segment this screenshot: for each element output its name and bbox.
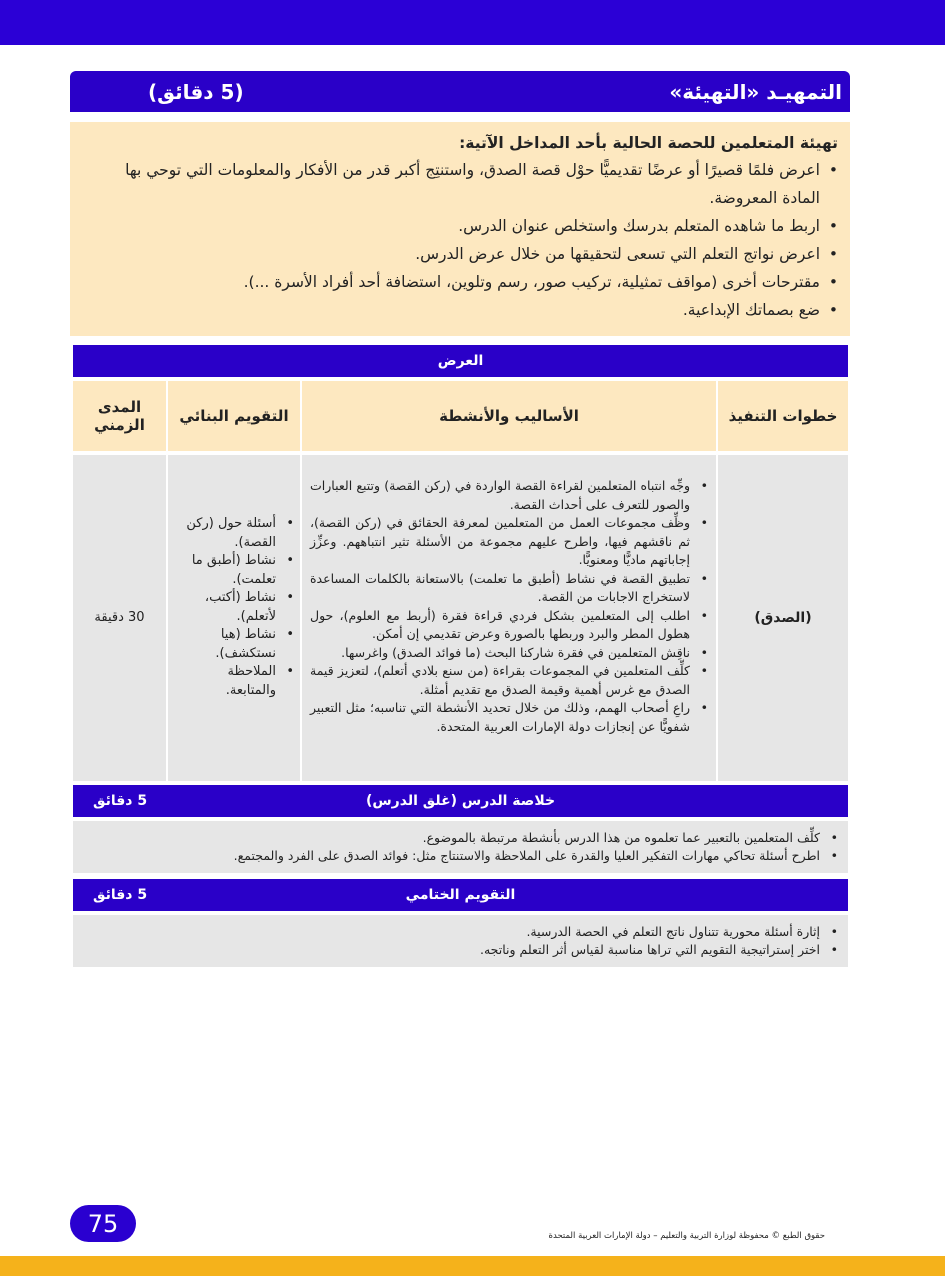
activity-item: • وظِّف مجموعات العمل من المتعلمين لمعرفة الحقائق في (ركن القصة)، ثم ناقشهم فيها، واطرح عليهم مجموعة من الأسئلة تثير انتباههم. وعزِّز إجاباتهم ماديًّا ومعنويًّا. [310, 514, 708, 570]
final-bar [73, 879, 848, 911]
activity-item: • اطلب إلى المتعلمين بشكل فردي قراءة فقرة (أربط مع العلوم)، حول هطول المطر والبرد وربطها بالصورة وعرض تقديمي إن أمكن. [310, 607, 708, 644]
final-duration: 5 دقائق [93, 887, 148, 903]
final-item: • إثارة أسئلة محورية تتناول ناتج التعلم في الحصة الدرسية. [83, 923, 838, 941]
section-title: التمهيـد «التهيئة» [669, 79, 842, 104]
summary-duration: 5 دقائق [93, 793, 148, 809]
intro-item: • اربط ما شاهده المتعلم بدرسك واستخلص عنوان الدرس. [84, 212, 838, 240]
step-cell: (الصدق) [718, 455, 848, 781]
final-item: • اختر إستراتيجية التقويم التي تراها مناسبة لقياس أثر التعلم وناتجه. [83, 941, 838, 959]
copyright: حقوق الطبع © محفوظة لوزارة التربية والتعليم – دولة الإمارات العربية المتحدة [548, 1231, 825, 1241]
assessment-item: • الملاحظة والمتابعة. [174, 663, 294, 700]
intro-item: • ضع بصماتك الإبداعية. [84, 296, 838, 324]
summary-item: • اطرح أسئلة تحاكي مهارات التفكير العليا والقدرة على الملاحظة والاستنتاج مثل: فوائد الصدق على الفرد والمجتمع. [83, 847, 838, 865]
intro-item: • اعرض فلمًا قصيرًا أو عرضًا تقديميًّا حوْل قصة الصدق، واستنتِج أكبر قدر من الأفكار والمعلومات التي توحي بها المادة المعروضة. [84, 156, 838, 212]
activity-item: • تطبيق القصة في نشاط (أطبق ما تعلمت) بالاستعانة بالكلمات المساعدة لاستخراج الاجابات من القصة. [310, 570, 708, 607]
assessment-item: • نشاط (أكتب، لأتعلم). [174, 589, 294, 626]
header-steps: خطوات التنفيذ [718, 381, 848, 451]
activity-item: • وجِّه انتباه المتعلمين لقراءة القصة الواردة في (ركن القصة) وتتبع العبارات والصور للتعرف على أحداث القصة. [310, 477, 708, 514]
header-assessment: التقويم البنائي [168, 381, 300, 451]
lesson-table [73, 345, 848, 973]
summary-box [73, 821, 848, 873]
presentation-grid [73, 381, 848, 781]
summary-item: • كلِّف المتعلمين بالتعبير عما تعلموه من هذا الدرس بأنشطة مرتبطة بالموضوع. [83, 829, 838, 847]
activities-cell [302, 455, 716, 781]
activity-item: • كلِّف المتعلمين في المجموعات بقراءة (من سنع بلادي أتعلم)، لتعزيز قيمة الصدق مع غرس أهمية وقيمة الصدق مع تقديم أمثلة. [310, 662, 708, 699]
summary-bar [73, 785, 848, 817]
section-title-bar [70, 71, 850, 112]
activity-item: • راعِ أصحاب الهمم، وذلك من خلال تحديد الأنشطة التي تناسبه؛ مثل التعبير شفويًّا عن إنجازات دولة الإمارات العربية المتحدة. [310, 699, 708, 736]
intro-item: • اعرض نواتج التعلم التي تسعى لتحقيقها من خلال عرض الدرس. [84, 240, 838, 268]
presentation-title: العرض [73, 345, 848, 377]
section-duration: (5 دقائق) [148, 79, 244, 104]
final-box [73, 915, 848, 967]
header-duration: المدى الزمني [73, 381, 166, 451]
final-title: التقويم الختامي [405, 887, 516, 903]
assessment-item: • أسئلة حول (ركن القصة). [174, 515, 294, 552]
assessment-cell [168, 455, 300, 781]
top-band [0, 0, 945, 45]
header-activities: الأساليب والأنشطة [302, 381, 716, 451]
page-number: 75 [70, 1205, 136, 1242]
intro-heading: تهيئة المتعلمين للحصة الحالية بأحد المداخل الآتية: [459, 134, 838, 152]
activity-item: • ناقِش المتعلمين في فقرة شاركنا البحث (ما فوائد الصدق) واغرسها. [310, 644, 708, 663]
duration-cell: 30 دقيقة [73, 455, 166, 781]
intro-item: • مقترحات أخرى (مواقف تمثيلية، تركيب صور، رسم وتلوين، استضافة أحد أفراد الأسرة ...). [84, 268, 838, 296]
assessment-item: • نشاط (أطبق ما تعلمت). [174, 552, 294, 589]
summary-title: خلاصة الدرس (غلق الدرس) [365, 793, 556, 809]
lesson-content [70, 71, 850, 973]
intro-box [70, 122, 850, 336]
bottom-band [0, 1256, 945, 1276]
assessment-item: • نشاط (هيا نستكشف). [174, 626, 294, 663]
